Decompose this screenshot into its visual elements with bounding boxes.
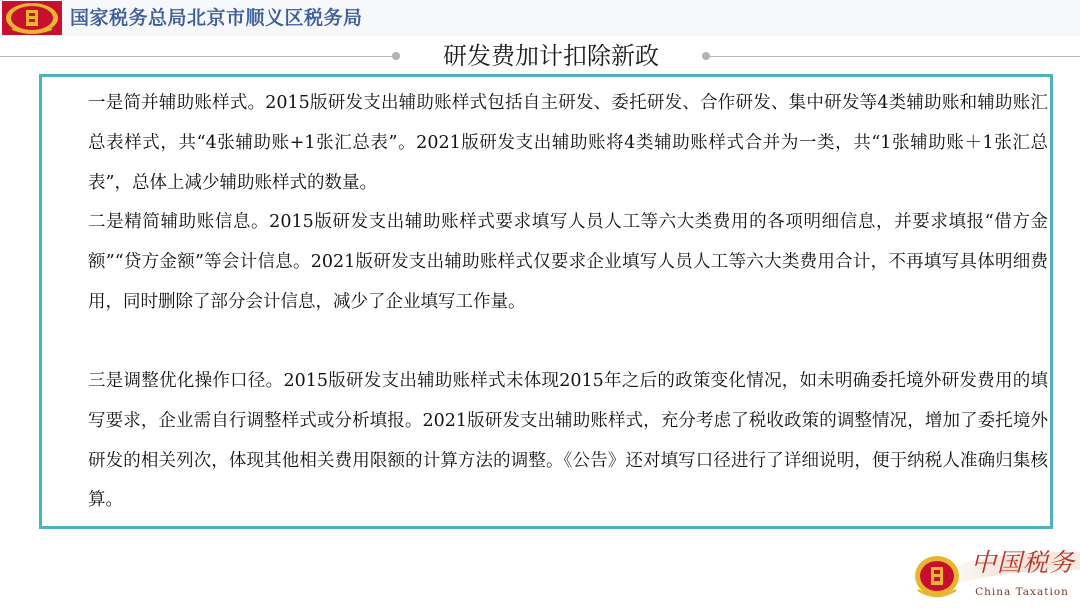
paragraph-2: 二是精简辅助账信息。2015版研发支出辅助账样式要求填写人员人工等六大类费用的各项明细信息，并要求填报“借方金额”“贷方金额”等会计信息。2021版研发支出辅助账样式仅要求企业填写人员人工等六大类费用合计，不再填写具体明细费用，同时删除了部分会计信息，减少了企业填写工作量。 bbox=[88, 212, 1048, 312]
title-dot-left bbox=[392, 52, 400, 60]
org-name: 国家税务总局北京市顺义区税务局 bbox=[70, 7, 363, 29]
title-divider-right bbox=[708, 56, 1080, 57]
tax-emblem-icon bbox=[2, 1, 62, 35]
paragraph-3: 三是调整优化操作口径。2015版研发支出辅助账样式未体现2015年之后的政策变化情况，如未明确委托境外研发费用的填写要求，企业需自行调整样式或分析填报。2021版研发支出辅助账样式，充分考虑了税收政策的调整情况，增加了委托境外研发的相关列次，体现其他相关费用限额的计算方法的调整。《公告》还对填写口径进行了详细说明，便于纳税人准确归集核算。 bbox=[88, 371, 1048, 511]
header-bar bbox=[0, 0, 1080, 36]
page-title: 研发费加计扣除新政 bbox=[443, 42, 659, 70]
title-divider-left bbox=[0, 56, 392, 57]
brand-name-cn: 中国税务 bbox=[970, 548, 1075, 577]
content-box bbox=[39, 74, 1053, 529]
paragraph-1: 一是简并辅助账样式。2015版研发支出辅助账样式包括自主研发、委托研发、合作研发、集中研发等4类辅助账和辅助账汇总表样式，共“4张辅助账+1张汇总表”。2021版研发支出辅助账将4类辅助账样式合并为一类，共“1张辅助账＋1张汇总表”，总体上减少辅助账样式的数量。 bbox=[88, 93, 1048, 193]
brand-name-en: China Taxation bbox=[975, 586, 1069, 598]
